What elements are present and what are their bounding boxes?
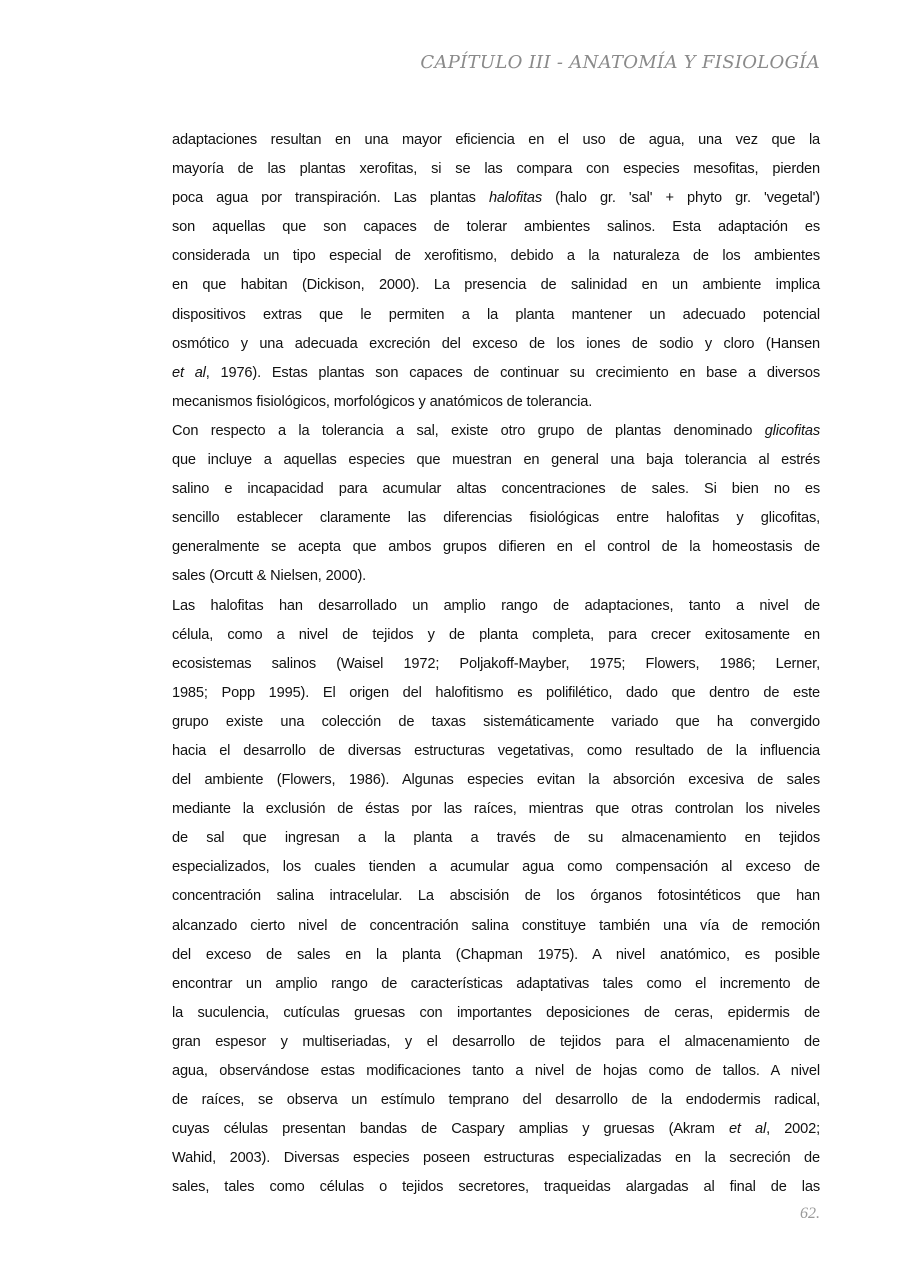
text-segment: poca agua por transpiración. Las plantas [172, 190, 489, 207]
text-segment: agua, observándose estas modificaciones tanto a nivel de hojas como de tallos. A nivel [172, 1063, 820, 1079]
text-segment: ecosistemas salinos (Waisel 1972; Poljakoff-Mayber, 1975; Flowers, 1986; Lerner, [172, 655, 820, 672]
text-line [172, 504, 820, 533]
text-line [172, 126, 820, 155]
text-segment: hacia el desarrollo de diversas estructuras vegetativas, como resultado de la influencia [172, 742, 820, 759]
text-segment: Las halofitas han desarrollado un amplio rango de adaptaciones, tanto a nivel de [172, 597, 820, 614]
text-line [172, 533, 820, 562]
text-segment: (halo gr. 'sal' + phyto gr. 'vegetal') [541, 190, 820, 207]
text-segment: dispositivos extras que le permiten a la planta mantener un adecuado potencial [172, 306, 820, 323]
text-segment: considerada un tipo especial de xerofitismo, debido a la naturaleza de los ambientes [172, 248, 820, 265]
body-text [172, 126, 820, 1202]
text-segment: mecanismos fisiológicos, morfológicos y anatómicos de tolerancia. [172, 393, 593, 410]
text-segment: sencillo establecer claramente las diferencias fisiológicas entre halofitas y glicofitas, [172, 510, 820, 527]
italic-term: glicofitas [764, 422, 820, 439]
italic-term: et al [728, 1121, 767, 1138]
text-line [172, 592, 820, 621]
text-line [172, 795, 820, 824]
text-line [172, 271, 820, 300]
text-segment: célula, como a nivel de tejidos y de planta completa, para crecer exitosamente en [172, 626, 820, 643]
running-header: CAPÍTULO III - ANATOMÍA Y FISIOLOGÍA [420, 52, 820, 73]
text-line [172, 650, 820, 679]
text-segment: mediante la exclusión de éstas por las raíces, mientras que otras controlan los niveles [172, 801, 820, 818]
text-line [172, 1173, 820, 1202]
text-segment: mayoría de las plantas xerofitas, si se las compara con especies mesofitas, pierden [172, 161, 820, 178]
text-line [172, 417, 820, 446]
text-segment: encontrar un amplio rango de características adaptativas tales como el incremento de [172, 975, 820, 992]
text-line [172, 824, 820, 853]
text-segment: osmótico y una adecuada excreción del exceso de los iones de sodio y cloro (Hansen [172, 335, 820, 352]
text-segment: , 2002; [766, 1121, 820, 1138]
text-line [172, 446, 820, 475]
text-line [172, 882, 820, 911]
text-line [172, 766, 820, 795]
text-segment: del ambiente (Flowers, 1986). Algunas especies evitan la absorción excesiva de sales [172, 772, 820, 789]
text-segment: sales (Orcutt & Nielsen, 2000). [172, 568, 367, 585]
text-line [172, 941, 820, 970]
text-segment: generalmente se acepta que ambos grupos difieren en el control de la homeostasis de [172, 539, 820, 556]
text-segment: grupo existe una colección de taxas sistemáticamente variado que ha convergido [172, 713, 820, 730]
italic-term: et al [172, 364, 206, 381]
text-segment: de raíces, se observa un estímulo temprano del desarrollo de la endodermis radical, [172, 1092, 820, 1109]
text-segment: sales, tales como células o tejidos secretores, traqueidas alargadas al final de las [172, 1179, 820, 1196]
text-line [172, 359, 820, 388]
text-line [172, 330, 820, 359]
text-segment: en que habitan (Dickison, 2000). La presencia de salinidad en un ambiente implica [172, 277, 820, 294]
text-line [172, 562, 820, 591]
text-line [172, 388, 820, 417]
text-line [172, 1057, 820, 1086]
text-line [172, 242, 820, 271]
text-line [172, 1115, 820, 1144]
text-segment: adaptaciones resultan en una mayor eficiencia en el uso de agua, una vez que la [172, 132, 820, 148]
text-line [172, 853, 820, 882]
text-line [172, 737, 820, 766]
text-segment: , 1976). Estas plantas son capaces de continuar su crecimiento en base a diversos [205, 364, 820, 381]
text-segment: que incluye a aquellas especies que muestran en general una baja tolerancia al estrés [172, 452, 820, 469]
text-line [172, 1086, 820, 1115]
text-segment: concentración salina intracelular. La abscisión de los órganos fotosintéticos que han [172, 888, 820, 905]
text-segment: gran espesor y multiseriadas, y el desarrollo de tejidos para el almacenamiento de [172, 1033, 820, 1050]
text-line [172, 999, 820, 1028]
text-line [172, 912, 820, 941]
text-line [172, 679, 820, 708]
text-segment: de sal que ingresan a la planta a través de su almacenamiento en tejidos [172, 830, 820, 847]
text-segment: son aquellas que son capaces de tolerar ambientes salinos. Esta adaptación es [172, 219, 820, 236]
text-segment: especializados, los cuales tienden a acumular agua como compensación al exceso de [172, 859, 820, 876]
text-line [172, 621, 820, 650]
page-number: 62. [800, 1205, 820, 1222]
italic-term: halofitas [488, 190, 542, 207]
text-segment: alcanzado cierto nivel de concentración salina constituye también una vía de remoción [172, 917, 820, 934]
text-line [172, 970, 820, 999]
text-line [172, 155, 820, 184]
text-segment: cuyas células presentan bandas de Caspary amplias y gruesas (Akram [172, 1121, 729, 1138]
text-segment: Con respecto a la tolerancia a sal, existe otro grupo de plantas denominado [172, 422, 765, 439]
text-segment: la suculencia, cutículas gruesas con importantes deposiciones de ceras, epidermis de [172, 1004, 820, 1021]
text-line [172, 1144, 820, 1173]
text-line [172, 213, 820, 242]
text-line [172, 184, 820, 213]
text-line [172, 708, 820, 737]
text-segment: del exceso de sales en la planta (Chapman 1975). A nivel anatómico, es posible [172, 946, 820, 963]
text-segment: 1985; Popp 1995). El origen del halofitismo es polifilético, dado que dentro de este [172, 684, 820, 701]
text-segment: Wahid, 2003). Diversas especies poseen estructuras especializadas en la secreción de [172, 1150, 820, 1167]
text-line [172, 475, 820, 504]
text-line [172, 1028, 820, 1057]
text-line [172, 301, 820, 330]
text-segment: salino e incapacidad para acumular altas concentraciones de sales. Si bien no es [172, 481, 820, 498]
